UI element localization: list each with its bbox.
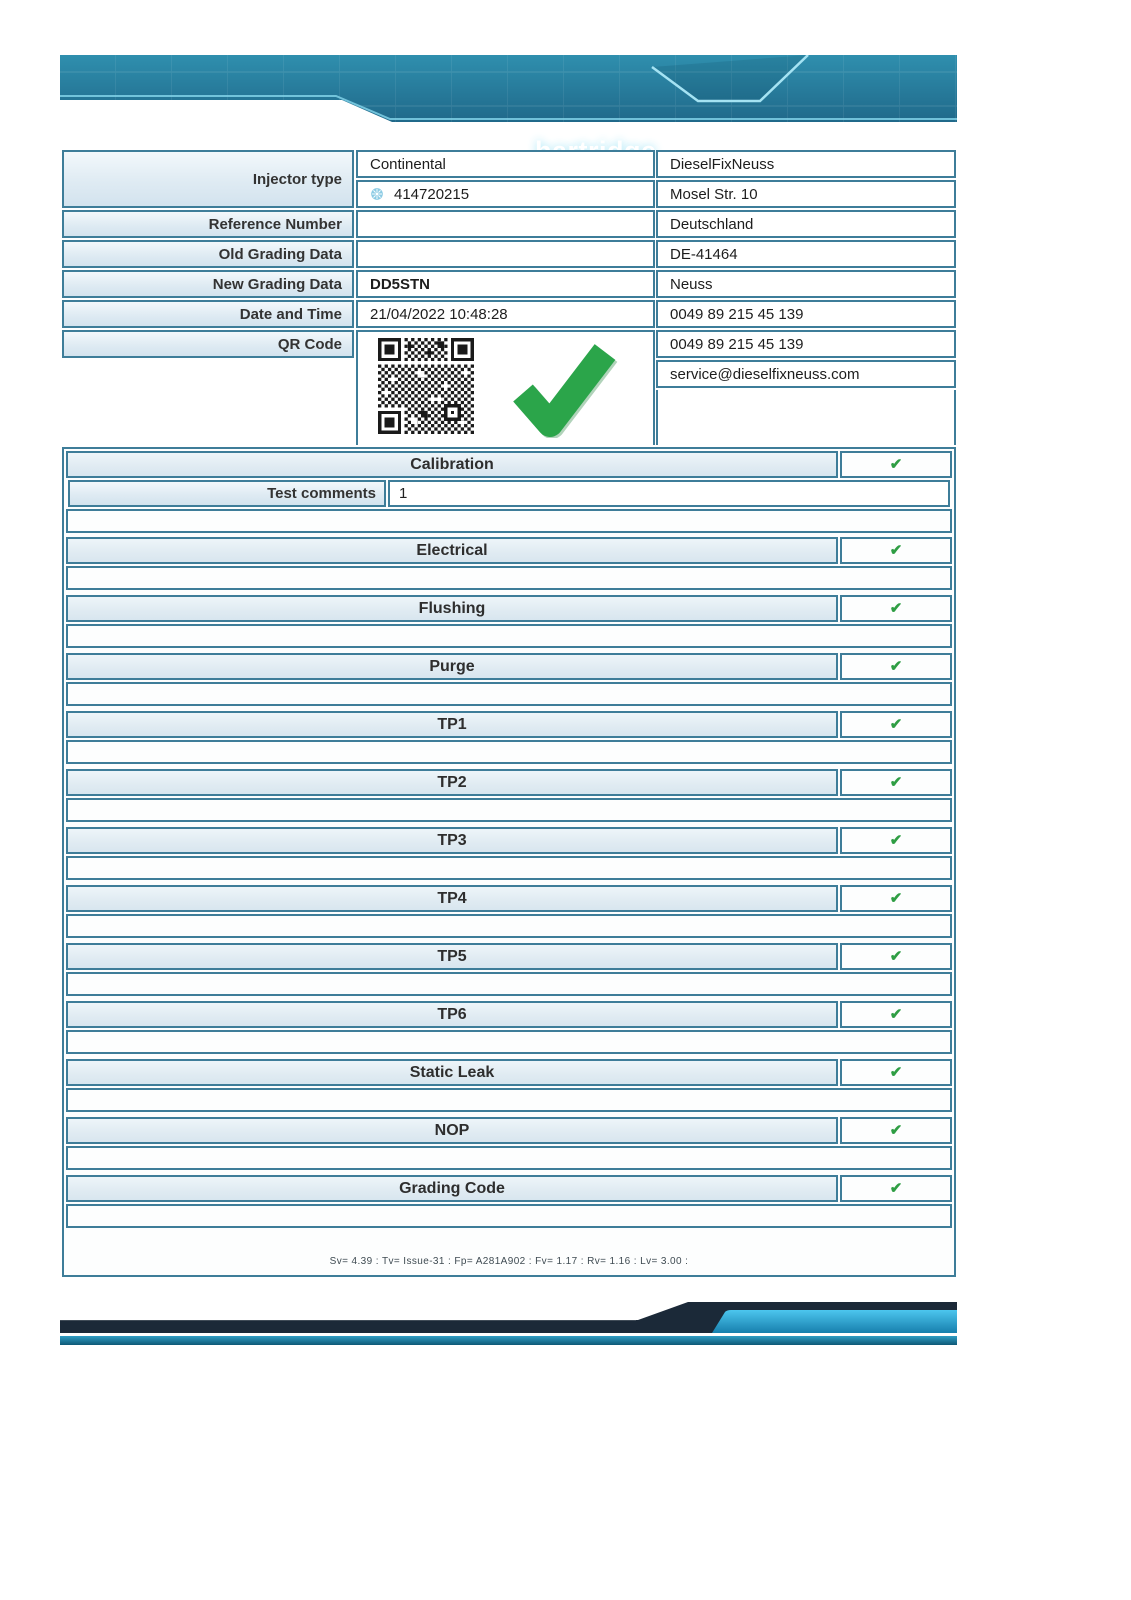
old-grading-data-label: Old Grading Data (62, 240, 354, 268)
section-title: TP3 (66, 827, 838, 854)
software-version-line: Sv= 4.39 : Tv= Issue-31 : Fp= A281A902 : Fv= 1.17 : Rv= 1.16 : Lv= 3.00 : (329, 1256, 689, 1267)
spacer-row (66, 914, 952, 938)
status-check-icon: ✔ (889, 832, 903, 849)
test-results-table (62, 447, 956, 1277)
pass-check-icon (508, 336, 618, 442)
workshop-country: Deutschland (656, 210, 956, 238)
wheel-bullet-icon (370, 187, 384, 201)
test-comments-label: Test comments (68, 480, 386, 507)
status-check-icon: ✔ (889, 456, 903, 473)
spacer-row (66, 1146, 952, 1170)
section-row-tp1 (66, 711, 952, 738)
spacer-row (66, 1204, 952, 1228)
section-title: NOP (66, 1117, 838, 1144)
status-check-icon: ✔ (889, 1064, 903, 1081)
section-title: Static Leak (66, 1059, 838, 1086)
old-grading-data-value (356, 240, 655, 268)
status-check-icon: ✔ (889, 948, 903, 965)
section-status-cell (840, 595, 952, 622)
section-status-cell (840, 769, 952, 796)
status-check-icon: ✔ (889, 774, 903, 791)
bottom-banner (60, 1300, 957, 1346)
injector-make-value: Continental (356, 150, 655, 178)
section-row-tp5 (66, 943, 952, 970)
workshop-street: Mosel Str. 10 (656, 180, 956, 208)
injector-number-row (356, 180, 655, 208)
spacer-row (66, 972, 952, 996)
spacer-row (66, 1088, 952, 1112)
section-title: TP5 (66, 943, 838, 970)
new-grading-data-label: New Grading Data (62, 270, 354, 298)
info-value-column (356, 150, 655, 445)
test-comments-row (68, 480, 950, 507)
spacer-row (66, 509, 952, 533)
section-title: TP6 (66, 1001, 838, 1028)
address-column-extension (656, 390, 956, 445)
top-banner-art (60, 55, 957, 125)
status-check-icon: ✔ (889, 1122, 903, 1139)
status-check-icon: ✔ (889, 600, 903, 617)
top-banner (60, 55, 957, 125)
section-status-cell (840, 943, 952, 970)
spacer-row (66, 624, 952, 648)
new-grading-data-value: DD5STN (356, 270, 655, 298)
section-status-cell (840, 1117, 952, 1144)
section-row-tp4 (66, 885, 952, 912)
section-status-cell (840, 1175, 952, 1202)
workshop-address-column (656, 150, 956, 445)
section-title: Purge (66, 653, 838, 680)
section-status-cell (840, 1059, 952, 1086)
status-check-icon: ✔ (889, 1180, 903, 1197)
section-row-nop (66, 1117, 952, 1144)
section-status-cell (840, 827, 952, 854)
section-row-tp6 (66, 1001, 952, 1028)
section-row-flushing (66, 595, 952, 622)
section-title: Grading Code (66, 1175, 838, 1202)
section-title: Electrical (66, 537, 838, 564)
qr-code-label: QR Code (62, 330, 354, 358)
section-title: Calibration (66, 451, 838, 478)
date-and-time-value: 21/04/2022 10:48:28 (356, 300, 655, 328)
section-status-cell (840, 1001, 952, 1028)
section-status-cell (840, 711, 952, 738)
spacer-row (66, 798, 952, 822)
injector-number-value: 414720215 (394, 185, 470, 203)
bottom-banner-art (60, 1300, 957, 1346)
date-and-time-label: Date and Time (62, 300, 354, 328)
qr-result-cell (356, 330, 655, 445)
workshop-phone: 0049 89 215 45 139 (656, 300, 956, 328)
status-check-icon: ✔ (889, 1006, 903, 1023)
info-label-column (62, 150, 354, 360)
section-status-cell (840, 653, 952, 680)
test-comments-value: 1 (388, 480, 950, 507)
injector-type-label: Injector type (62, 150, 354, 208)
spacer-row (66, 740, 952, 764)
reference-number-label: Reference Number (62, 210, 354, 238)
section-row-grading-code (66, 1175, 952, 1202)
workshop-fax: 0049 89 215 45 139 (656, 330, 956, 358)
workshop-city: Neuss (656, 270, 956, 298)
section-status-cell (840, 885, 952, 912)
section-title: TP2 (66, 769, 838, 796)
workshop-email: service@dieselfixneuss.com (656, 360, 956, 388)
status-check-icon: ✔ (889, 890, 903, 907)
spacer-row (66, 682, 952, 706)
section-title: TP1 (66, 711, 838, 738)
spacer-row (66, 856, 952, 880)
section-title: TP4 (66, 885, 838, 912)
status-check-icon: ✔ (889, 542, 903, 559)
spacer-row (66, 1030, 952, 1054)
section-status-cell (840, 451, 952, 478)
section-title: Flushing (66, 595, 838, 622)
spacer-row (66, 566, 952, 590)
section-row-tp3 (66, 827, 952, 854)
section-row-electrical (66, 537, 952, 564)
reference-number-value (356, 210, 655, 238)
section-row-calibration (66, 451, 952, 478)
section-status-cell (840, 537, 952, 564)
section-row-tp2 (66, 769, 952, 796)
section-row-purge (66, 653, 952, 680)
workshop-name: DieselFixNeuss (656, 150, 956, 178)
qr-code-image (378, 338, 474, 438)
workshop-postcode: DE-41464 (656, 240, 956, 268)
status-check-icon: ✔ (889, 658, 903, 675)
section-row-static-leak (66, 1059, 952, 1086)
status-check-icon: ✔ (889, 716, 903, 733)
